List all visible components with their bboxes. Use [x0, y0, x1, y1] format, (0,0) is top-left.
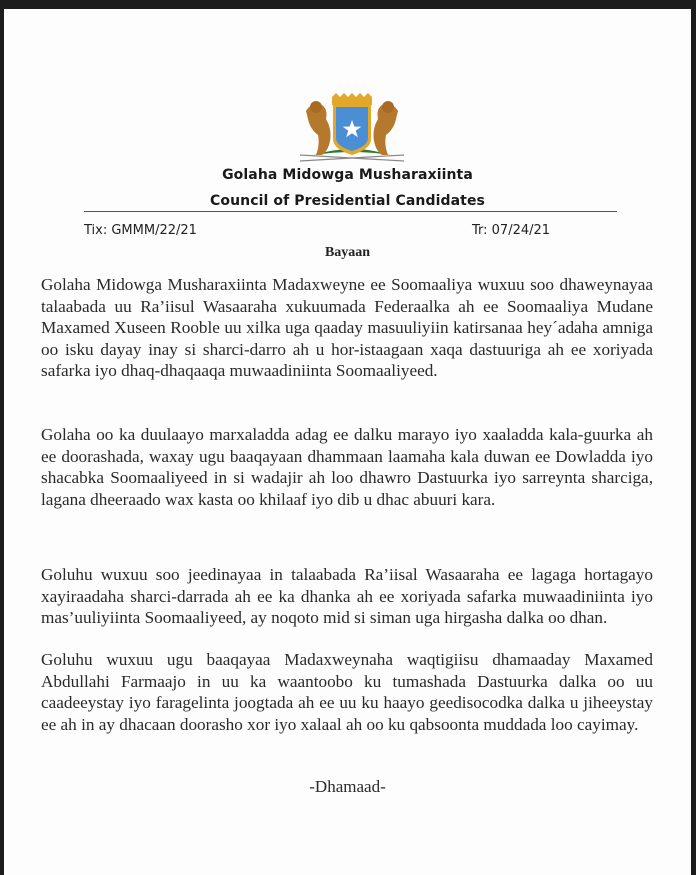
document-heading: Bayaan: [324, 245, 371, 260]
document-page: [4, 9, 691, 875]
paragraph-4: Goluhu wuxuu ugu baaqayaa Madaxweynaha waqtigiisu dhamaaday Maxamed Abdullahi Farmaajo in uu ka waantoobo ku tumashada Dastuurka dalka oo uu caadeeystay iyo faragelinta joogtada ah ee uu ku haayo geedisocodka dalka u jiheeystay ee ah in ay dhacaan doorasho xor iyo xalaal ah oo ku qabsoonta muddada loo cayimay.: [41, 650, 653, 734]
closing-mark: -Dhamaad-: [309, 777, 386, 796]
organization-name-english: Council of Presidential Candidates: [210, 193, 485, 209]
organization-name-somali: Golaha Midowga Musharaxiinta: [222, 167, 473, 183]
paragraph-2: Golaha oo ka duulaayo marxaladda adag ee dalku marayo iyo xaaladda kala-guurka ah ee doorashada, waxay ugu baaqayaan dhammaan laamaha kala duwan ee Dowladda iyo shacabka Soomaaliyeed in si wadajir ah loo dhawro Dastuurka iyo sarreynta sharciga, lagana dheeraado wax kasta oo khilaaf iyo dib u dhac abuuri kara.: [41, 425, 653, 509]
paragraph-3: Goluhu wuxuu soo jeedinayaa in talaabada Ra’iisal Wasaaraha ee lagaga hortagayo xayiraadaha sharci-darrada ah ee ka dhanka ah ee xoriyada safarka muwaadiniinta iyo mas’uuliyiinta Soomaaliyeed, ay noqoto mid si siman uga hirgasha dalka oo dhan.: [41, 565, 653, 628]
coat-of-arms-icon: [292, 89, 412, 169]
reference-number: Tix: GMMM/22/21: [84, 223, 197, 238]
header-divider: [84, 211, 617, 212]
document-date: Tr: 07/24/21: [472, 223, 551, 238]
paragraph-1: Golaha Midowga Musharaxiinta Madaxweyne ee Soomaaliya wuxuu soo dhaweynayaa talaabada uu Ra’iisul Wasaaraha xukuumada Federaalka ah ee Soomaaliya Mudane Maxamed Xuseen Rooble uu xilka uga qaaday masuuliyiin katirsanaa hey´adaha amniga oo isku dayay inay si sharci-darro ah u hor-istaagaan xaqa dastuuriga ah ee xoriyada safarka iyo dhaq-dhaqaaqa muwaadiniinta Soomaaliyeed.: [41, 275, 653, 381]
